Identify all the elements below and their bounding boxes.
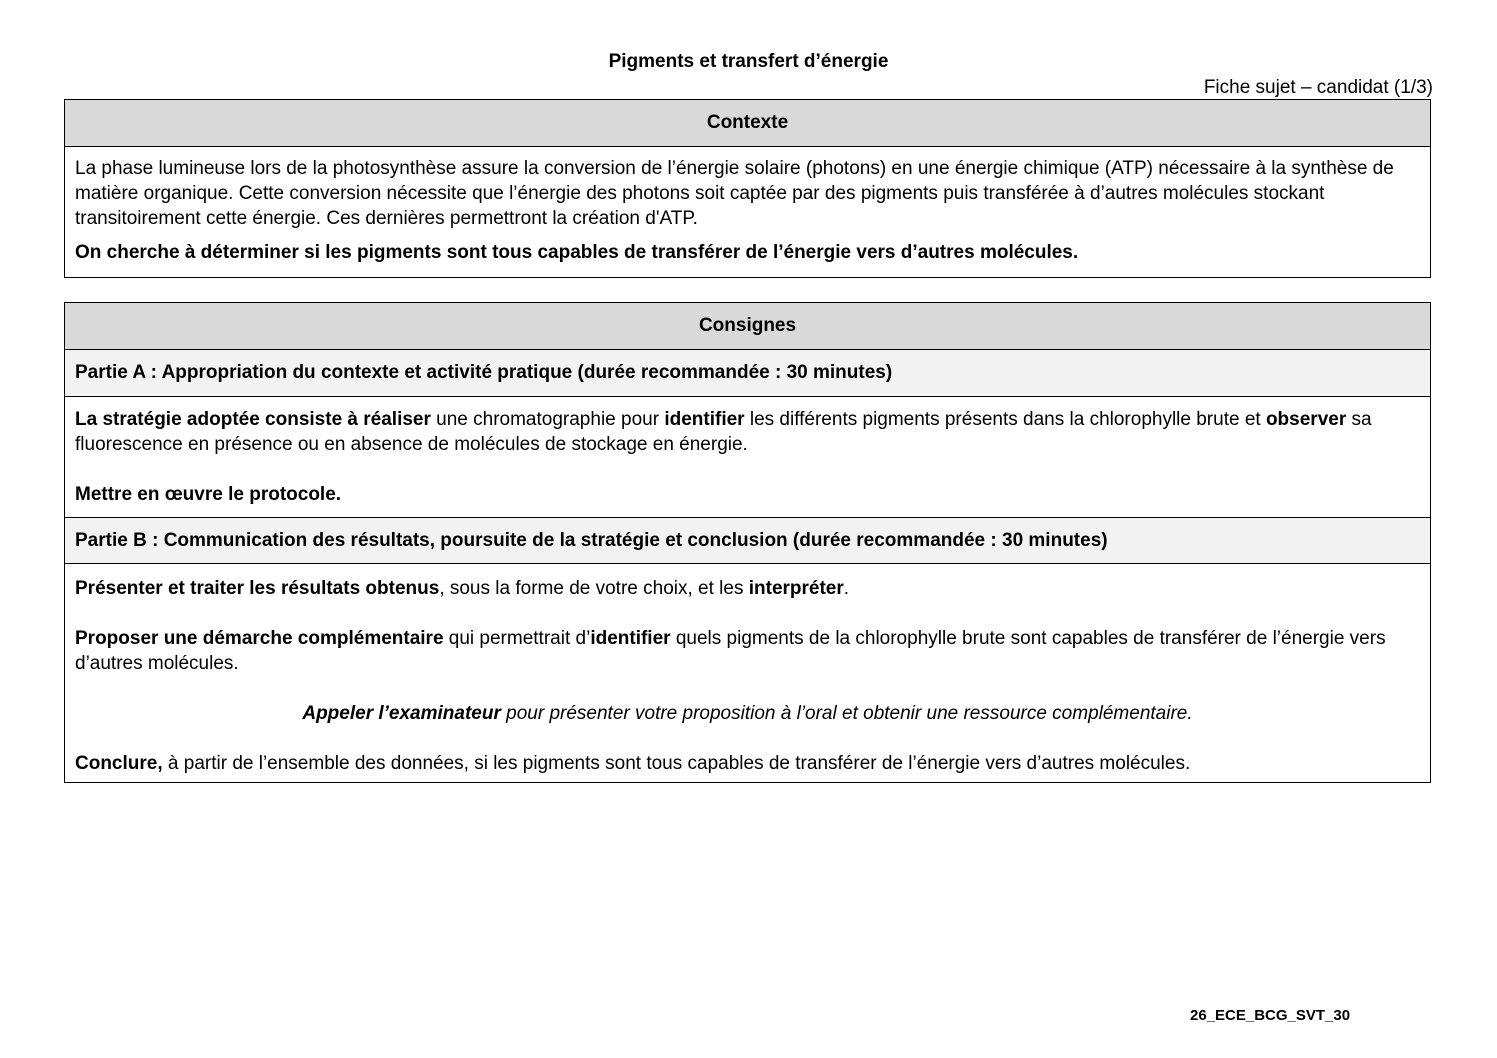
present-emphasis: interpréter	[748, 578, 844, 599]
strategy-text: une chromatographie pour	[430, 409, 665, 430]
strategy-emphasis: La stratégie adoptée consiste à réaliser	[75, 409, 431, 430]
consignes-box	[64, 302, 1431, 783]
conclude-text: à partir de l’ensemble des données, si les pigments sont tous capables de transférer de l’énergie vers d’autres molécules.	[162, 753, 1191, 774]
present-emphasis: Présenter et traiter les résultats obtenus	[75, 578, 440, 599]
part-a-header: Partie A : Appropriation du contexte et activité pratique (durée recommandée : 30 minutes)	[65, 350, 1430, 397]
conclude-emphasis: Conclure,	[75, 753, 163, 774]
part-b-conclude	[75, 751, 1420, 776]
strategy-text: les différents pigments présents dans la chlorophylle brute et	[744, 409, 1266, 430]
present-text: .	[843, 578, 850, 599]
part-a-strategy	[75, 407, 1420, 457]
propose-text: quels pigments de la chlorophylle brute sont capables de transférer de l’énergie vers d’autres molécules.	[75, 628, 1386, 674]
document-title: Pigments et transfert d’énergie	[608, 51, 889, 72]
call-emphasis: Appeler l’examinateur	[302, 703, 501, 724]
part-a-protocol	[75, 482, 1420, 507]
present-text: , sous la forme de votre choix, et les	[439, 578, 749, 599]
part-b-present	[75, 576, 1420, 601]
propose-text: qui permettrait d’	[443, 628, 591, 649]
part-b-propose	[75, 626, 1420, 676]
consignes-header: Consignes	[65, 303, 1430, 350]
part-b-header: Partie B : Communication des résultats, poursuite de la stratégie et conclusion (durée recommandée : 30 minutes)	[65, 517, 1430, 564]
context-paragraph: La phase lumineuse lors de la photosynthèse assure la conversion de l’énergie solaire (photons) en une énergie chimique (ATP) nécessaire à la synthèse de matière organique. Cette conversion nécessite que l’énergie des photons soit captée par des pigments puis transférée à d’autres molécules stockant transitoirement cette énergie. Ces dernières permettront la création d'ATP.	[75, 158, 1394, 229]
context-box	[64, 99, 1431, 278]
propose-emphasis: identifier	[590, 628, 671, 649]
protocol-instruction: Mettre en œuvre le protocole.	[75, 484, 342, 505]
strategy-text: sa fluorescence en présence ou en absence de molécules de stockage en énergie.	[75, 409, 1372, 455]
strategy-emphasis: observer	[1265, 409, 1347, 430]
part-b-call-examiner	[75, 701, 1420, 726]
strategy-emphasis: identifier	[664, 409, 745, 430]
part-a-body	[65, 397, 1430, 517]
context-header: Contexte	[65, 100, 1430, 147]
context-body	[65, 147, 1430, 265]
part-b-body	[65, 564, 1430, 776]
footer-code: 26_ECE_BCG_SVT_30	[1190, 1007, 1351, 1024]
call-text: pour présenter votre proposition à l’oral et obtenir une ressource complémentaire.	[500, 703, 1193, 724]
context-question: On cherche à déterminer si les pigments sont tous capables de transférer de l’énergie vers d’autres molécules.	[75, 242, 1079, 263]
document-subtitle: Fiche sujet – candidat (1/3)	[1203, 77, 1433, 98]
propose-emphasis: Proposer une démarche complémentaire	[75, 628, 444, 649]
